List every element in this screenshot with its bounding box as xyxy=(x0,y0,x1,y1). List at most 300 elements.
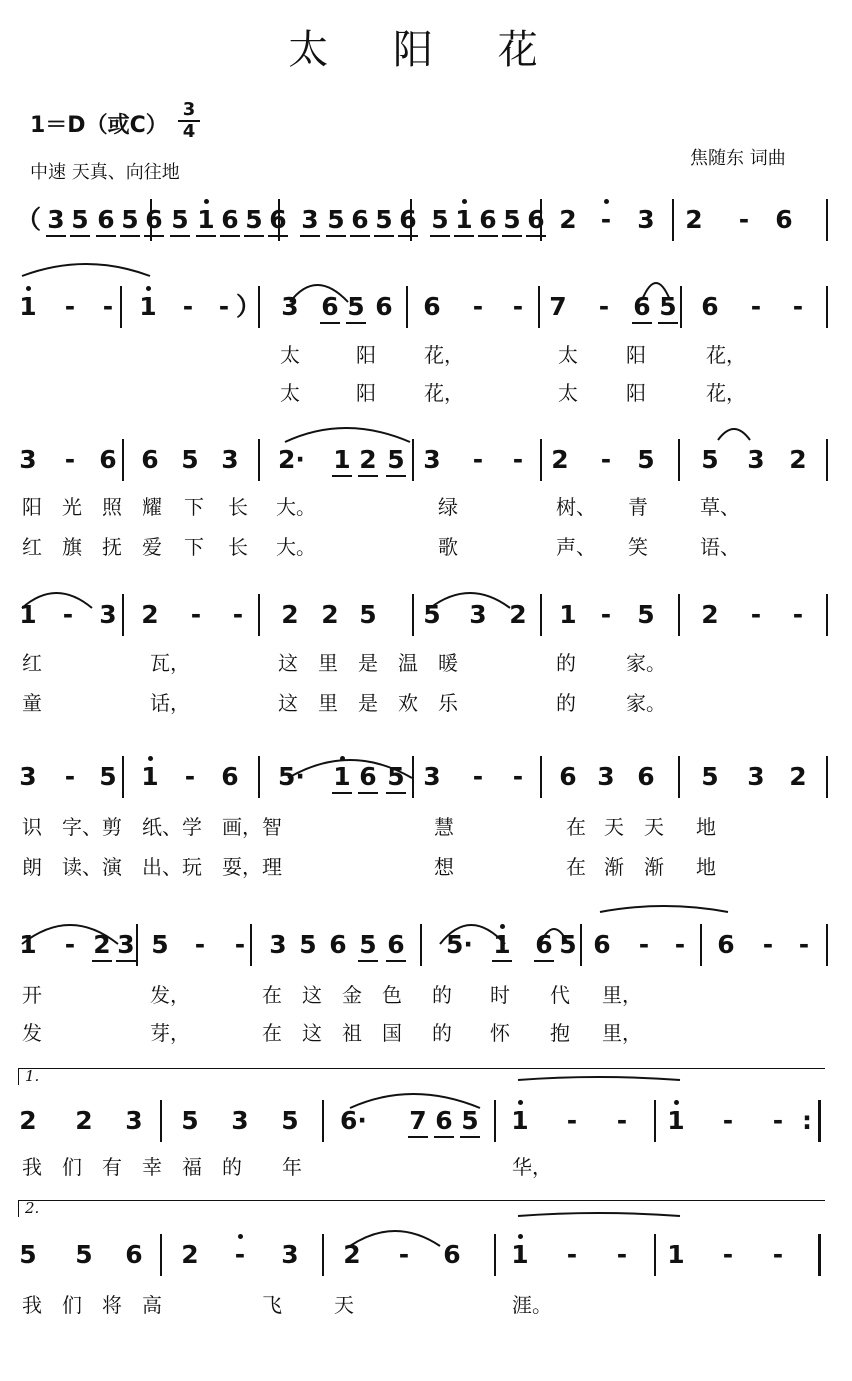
lyric-syllable: 幸 xyxy=(142,1155,162,1179)
lyric-syllable: 慧 xyxy=(434,815,454,839)
note: 5 xyxy=(637,600,655,629)
lyric-syllable: 乐 xyxy=(438,691,458,715)
barline xyxy=(412,756,414,798)
barline xyxy=(654,1100,656,1142)
barline xyxy=(258,756,260,798)
lyric-syllable: 的 xyxy=(556,691,576,715)
lyrics-line xyxy=(0,492,852,522)
note: 3 xyxy=(597,762,615,791)
lyric-syllable: 字、 xyxy=(62,815,102,839)
note: 5 xyxy=(281,1106,299,1135)
dash: - xyxy=(182,292,194,321)
note: 3 xyxy=(281,292,299,321)
lyric-syllable: 祖 xyxy=(342,1021,362,1045)
lyric-syllable: 阳 xyxy=(626,343,646,367)
lyric-syllable: 纸、 xyxy=(142,815,182,839)
note: 2 xyxy=(551,445,569,474)
note: 1 xyxy=(508,1230,532,1280)
lyric-syllable: 华， xyxy=(512,1155,552,1179)
composer-credit: 焦随东 词曲 xyxy=(690,148,786,169)
lyric-syllable: 欢 xyxy=(398,691,418,715)
dash: - xyxy=(772,1106,784,1135)
lyric-syllable: 家。 xyxy=(626,691,666,715)
lyric-syllable: 高 xyxy=(142,1293,162,1317)
lyric-syllable: 阳 xyxy=(22,495,42,519)
dash: - xyxy=(194,930,206,959)
barline xyxy=(826,286,828,328)
lyric-syllable: 出、 xyxy=(142,855,182,879)
barline xyxy=(122,594,124,636)
score-row xyxy=(0,195,852,245)
note: 3 xyxy=(269,930,287,959)
note: 5 xyxy=(359,600,377,629)
barline xyxy=(540,594,542,636)
note: 5 xyxy=(701,762,719,791)
barline xyxy=(672,199,674,241)
dash: - xyxy=(772,1240,784,1269)
dash: - xyxy=(750,600,762,629)
dash: - xyxy=(566,1240,578,1269)
lyric-syllable: 笑 xyxy=(628,535,648,559)
lyric-syllable: 青 xyxy=(628,495,648,519)
lyric-syllable: 太 xyxy=(558,343,578,367)
dash: - xyxy=(218,292,230,321)
lyric-syllable: 阳 xyxy=(356,381,376,405)
volta-second-label: 2. xyxy=(25,1199,40,1217)
lyric-syllable: 这 xyxy=(302,983,322,1007)
lyric-syllable: 花， xyxy=(706,343,746,367)
note: 2 xyxy=(789,445,807,474)
song-title: 太 阳 花 xyxy=(288,27,564,73)
lyric-syllable: 花， xyxy=(424,381,464,405)
lyric-syllable: 这 xyxy=(302,1021,322,1045)
note: 1 xyxy=(330,435,354,485)
barline xyxy=(540,439,542,481)
note: 6 xyxy=(630,282,654,332)
dash: - xyxy=(102,292,114,321)
dash: - xyxy=(616,1240,628,1269)
note: 1 xyxy=(664,1096,688,1146)
lyric-syllable: 太 xyxy=(280,343,300,367)
barline xyxy=(826,439,828,481)
score-row xyxy=(0,920,852,970)
dash: - xyxy=(64,445,76,474)
dash: - xyxy=(184,762,196,791)
barline xyxy=(826,756,828,798)
barline xyxy=(160,1234,162,1276)
dash: - xyxy=(398,1240,410,1269)
lyrics-line xyxy=(0,980,852,1010)
note: 5 xyxy=(701,445,719,474)
note: 2 xyxy=(343,1240,361,1269)
barline xyxy=(678,756,680,798)
lyric-syllable: 画， xyxy=(222,815,262,839)
lyric-syllable: 长 xyxy=(228,495,248,519)
lyric-syllable: 时 xyxy=(490,983,510,1007)
note: 1 xyxy=(194,195,218,245)
note: 3 xyxy=(469,600,487,629)
note: 6 xyxy=(423,292,441,321)
note: 6 xyxy=(701,292,719,321)
dash: - xyxy=(594,195,618,245)
dash: - xyxy=(512,292,524,321)
lyric-syllable: 在 xyxy=(262,1021,282,1045)
dash: - xyxy=(762,930,774,959)
note: 5 xyxy=(423,600,441,629)
barline xyxy=(406,286,408,328)
dash: - xyxy=(722,1240,734,1269)
dash: - xyxy=(638,930,650,959)
note: 6· xyxy=(340,1106,367,1135)
dash: - xyxy=(600,445,612,474)
lyric-syllable: 演 xyxy=(102,855,122,879)
repeat-dots: : xyxy=(802,1106,812,1135)
note: 6 xyxy=(266,195,290,245)
note: 6 xyxy=(593,930,611,959)
lyric-syllable: 草、 xyxy=(700,495,740,519)
lyric-syllable: 的 xyxy=(222,1155,242,1179)
note: 5 xyxy=(344,282,368,332)
volta-first-ending xyxy=(18,1068,825,1085)
lyric-syllable: 识 xyxy=(22,815,42,839)
lyric-syllable: 太 xyxy=(558,381,578,405)
barline xyxy=(120,286,122,328)
note: 6 xyxy=(532,920,556,970)
lyric-syllable: 国 xyxy=(382,1021,402,1045)
lyric-syllable: 下 xyxy=(184,535,204,559)
note: 6 xyxy=(94,195,118,245)
lyric-syllable: 我 xyxy=(22,1155,42,1179)
barline xyxy=(278,199,280,241)
barline xyxy=(826,594,828,636)
lyric-syllable: 将 xyxy=(102,1293,122,1317)
note: 2 xyxy=(75,1106,93,1135)
note: 2 xyxy=(181,1240,199,1269)
note: 7 xyxy=(406,1096,430,1146)
barline xyxy=(122,439,124,481)
barline xyxy=(420,924,422,966)
score-row xyxy=(0,435,852,485)
dash: - xyxy=(738,205,750,234)
note: 5 xyxy=(656,282,680,332)
note: 5 xyxy=(19,1240,37,1269)
note: 5 xyxy=(384,752,408,802)
lyric-syllable: 绿 xyxy=(438,495,458,519)
note: 6 xyxy=(443,1240,461,1269)
lyrics-line xyxy=(0,378,852,408)
note: 6 xyxy=(775,205,793,234)
lyric-syllable: 在 xyxy=(262,983,282,1007)
lyric-syllable: 天 xyxy=(644,815,664,839)
note: 3 xyxy=(423,762,441,791)
lyrics-line xyxy=(0,340,852,370)
barline xyxy=(412,439,414,481)
note: 5· xyxy=(278,762,305,791)
note: 2· xyxy=(278,445,305,474)
tempo-marking: 中速 天真、向往地 xyxy=(30,162,180,183)
barline xyxy=(678,439,680,481)
lyric-syllable: 是 xyxy=(358,691,378,715)
time-signature xyxy=(178,100,200,142)
note: 6 xyxy=(637,762,655,791)
note: 2 xyxy=(685,205,703,234)
lyric-syllable: 太 xyxy=(280,381,300,405)
score-row xyxy=(0,590,852,640)
note: 2 xyxy=(509,600,527,629)
lyric-syllable: 朗 xyxy=(22,855,42,879)
lyric-syllable: 歌 xyxy=(438,535,458,559)
note: 5 xyxy=(372,195,396,245)
lyric-syllable: 年 xyxy=(282,1155,302,1179)
note: 3 xyxy=(637,205,655,234)
barline xyxy=(322,1234,324,1276)
note: ） xyxy=(236,292,262,321)
lyric-syllable: 花， xyxy=(706,381,746,405)
lyric-syllable: 们 xyxy=(62,1155,82,1179)
lyric-syllable: 里， xyxy=(602,983,642,1007)
lyric-syllable: 大。 xyxy=(276,495,316,519)
lyric-syllable: 们 xyxy=(62,1293,82,1317)
note: 5 xyxy=(324,195,348,245)
dash: - xyxy=(792,292,804,321)
dash: - xyxy=(566,1106,578,1135)
volta-first-label: 1. xyxy=(25,1067,40,1085)
lyric-syllable: 抱 xyxy=(550,1021,570,1045)
lyric-syllable: 花， xyxy=(424,343,464,367)
lyric-syllable: 地 xyxy=(696,815,716,839)
note: 6 xyxy=(375,292,393,321)
lyrics-line xyxy=(0,1018,852,1048)
note: 6 xyxy=(717,930,735,959)
lyric-syllable: 家。 xyxy=(626,651,666,675)
score-row xyxy=(0,752,852,802)
note: 6 xyxy=(218,195,242,245)
note: 6 xyxy=(141,445,159,474)
dash: - xyxy=(674,930,686,959)
note: 3 xyxy=(298,195,322,245)
dash: - xyxy=(64,292,76,321)
lyrics-line xyxy=(0,688,852,718)
lyric-syllable: 想 xyxy=(434,855,454,879)
end-barline xyxy=(818,1234,821,1276)
note: 5 xyxy=(242,195,266,245)
note: 1 xyxy=(667,1240,685,1269)
lyric-syllable: 福 xyxy=(182,1155,202,1179)
lyric-syllable: 读、 xyxy=(62,855,102,879)
lyric-syllable: 阳 xyxy=(356,343,376,367)
note: 1 xyxy=(138,752,162,802)
note: 5 xyxy=(75,1240,93,1269)
barline xyxy=(494,1234,496,1276)
lyrics-line xyxy=(0,852,852,882)
dash: - xyxy=(750,292,762,321)
barline xyxy=(150,199,152,241)
lyric-syllable: 里 xyxy=(318,651,338,675)
lyric-syllable: 天 xyxy=(334,1293,354,1317)
dash: - xyxy=(64,762,76,791)
meter-top: 3 xyxy=(182,99,196,120)
lyric-syllable: 温 xyxy=(398,651,418,675)
lyric-syllable: 耀 xyxy=(142,495,162,519)
dash: - xyxy=(472,762,484,791)
meter-bottom: 4 xyxy=(178,120,200,142)
note: 2 xyxy=(356,435,380,485)
lyric-syllable: 长 xyxy=(228,535,248,559)
lyric-syllable: 玩 xyxy=(182,855,202,879)
lyric-syllable: 光 xyxy=(62,495,82,519)
lyric-syllable: 这 xyxy=(278,651,298,675)
dash: - xyxy=(512,445,524,474)
note: 6 xyxy=(99,445,117,474)
volta-second-ending xyxy=(18,1200,825,1217)
dash: - xyxy=(234,930,246,959)
barline xyxy=(826,924,828,966)
note: 6 xyxy=(432,1096,456,1146)
note: 5 xyxy=(99,762,117,791)
lyric-syllable: 智 xyxy=(262,815,282,839)
dash: - xyxy=(616,1106,628,1135)
note: 5 xyxy=(356,920,380,970)
note: 5 xyxy=(151,930,169,959)
lyric-syllable: 瓦， xyxy=(150,651,190,675)
note: （ xyxy=(16,205,42,234)
note: 5 xyxy=(637,445,655,474)
barline xyxy=(700,924,702,966)
note: 3 xyxy=(747,445,765,474)
dash: - xyxy=(62,600,74,629)
lyric-syllable: 发 xyxy=(22,1021,42,1045)
lyric-syllable: 阳 xyxy=(626,381,646,405)
note: 1 xyxy=(136,282,160,332)
note: 2 xyxy=(281,600,299,629)
barline xyxy=(680,286,682,328)
barline xyxy=(322,1100,324,1142)
lyric-syllable: 芽， xyxy=(150,1021,190,1045)
lyric-syllable: 照 xyxy=(102,495,122,519)
lyric-syllable: 耍， xyxy=(222,855,262,879)
note: 2 xyxy=(141,600,159,629)
barline xyxy=(258,594,260,636)
lyric-syllable: 在 xyxy=(566,855,586,879)
lyric-syllable: 的 xyxy=(556,651,576,675)
barline xyxy=(258,439,260,481)
barline xyxy=(540,199,542,241)
score-row xyxy=(0,282,852,332)
note: 2 xyxy=(90,920,114,970)
lyric-syllable: 是 xyxy=(358,651,378,675)
lyric-syllable: 语、 xyxy=(700,535,740,559)
note: 3 xyxy=(281,1240,299,1269)
lyric-syllable: 爱 xyxy=(142,535,162,559)
lyric-syllable: 的 xyxy=(432,983,452,1007)
note: 6 xyxy=(356,752,380,802)
dash: - xyxy=(64,930,76,959)
note: 3 xyxy=(125,1106,143,1135)
dash: - xyxy=(792,600,804,629)
lyric-syllable: 剪 xyxy=(102,815,122,839)
score-row xyxy=(0,1230,852,1280)
lyric-syllable: 开 xyxy=(22,983,42,1007)
lyric-syllable: 里 xyxy=(318,691,338,715)
note: 6 xyxy=(396,195,420,245)
note: 2 xyxy=(559,205,577,234)
note: 7 xyxy=(549,292,567,321)
slur xyxy=(600,906,728,912)
lyric-syllable: 代 xyxy=(550,983,570,1007)
barline xyxy=(494,1100,496,1142)
note: 3 xyxy=(44,195,68,245)
barline xyxy=(654,1234,656,1276)
lyric-syllable: 树、 xyxy=(556,495,596,519)
note: 3 xyxy=(99,600,117,629)
note: 5 xyxy=(458,1096,482,1146)
note: 6 xyxy=(125,1240,143,1269)
note: 5 xyxy=(118,195,142,245)
barline xyxy=(826,199,828,241)
lyric-syllable: 大。 xyxy=(276,535,316,559)
note: 5· xyxy=(446,930,473,959)
note: 6 xyxy=(384,920,408,970)
dash: - xyxy=(228,1230,252,1280)
key-signature: 1＝D（或C） xyxy=(30,113,168,138)
note: 5 xyxy=(168,195,192,245)
note: 6 xyxy=(559,762,577,791)
note: 2 xyxy=(321,600,339,629)
note: 1 xyxy=(490,920,514,970)
end-barline xyxy=(818,1100,821,1142)
barline xyxy=(136,924,138,966)
barline xyxy=(538,286,540,328)
lyrics-line xyxy=(0,648,852,678)
lyric-syllable: 抚 xyxy=(102,535,122,559)
lyric-syllable: 旗 xyxy=(62,535,82,559)
note: 1 xyxy=(19,600,37,629)
lyric-syllable: 话， xyxy=(150,691,190,715)
note: 5 xyxy=(428,195,452,245)
note: 5 xyxy=(181,445,199,474)
lyric-syllable: 发， xyxy=(150,983,190,1007)
barline xyxy=(412,594,414,636)
lyric-syllable: 飞 xyxy=(262,1293,282,1317)
note: 6 xyxy=(524,195,548,245)
lyric-syllable: 这 xyxy=(278,691,298,715)
lyrics-line xyxy=(0,1152,852,1182)
note: 6 xyxy=(348,195,372,245)
lyric-syllable: 里， xyxy=(602,1021,642,1045)
lyric-syllable: 渐 xyxy=(604,855,624,879)
slur xyxy=(22,264,150,276)
lyrics-line xyxy=(0,532,852,562)
note: 3 xyxy=(231,1106,249,1135)
barline xyxy=(160,1100,162,1142)
barline xyxy=(250,924,252,966)
note: 1 xyxy=(16,282,40,332)
dash: - xyxy=(600,600,612,629)
dash: - xyxy=(190,600,202,629)
barline xyxy=(580,924,582,966)
barline xyxy=(258,286,260,328)
note: 5 xyxy=(299,930,317,959)
lyric-syllable: 我 xyxy=(22,1293,42,1317)
note: 1 xyxy=(452,195,476,245)
dash: - xyxy=(798,930,810,959)
lyric-syllable: 红 xyxy=(22,651,42,675)
score-row xyxy=(0,1096,852,1146)
dash: - xyxy=(512,762,524,791)
note: 5 xyxy=(559,930,577,959)
note: 6 xyxy=(142,195,166,245)
note: 5 xyxy=(384,435,408,485)
